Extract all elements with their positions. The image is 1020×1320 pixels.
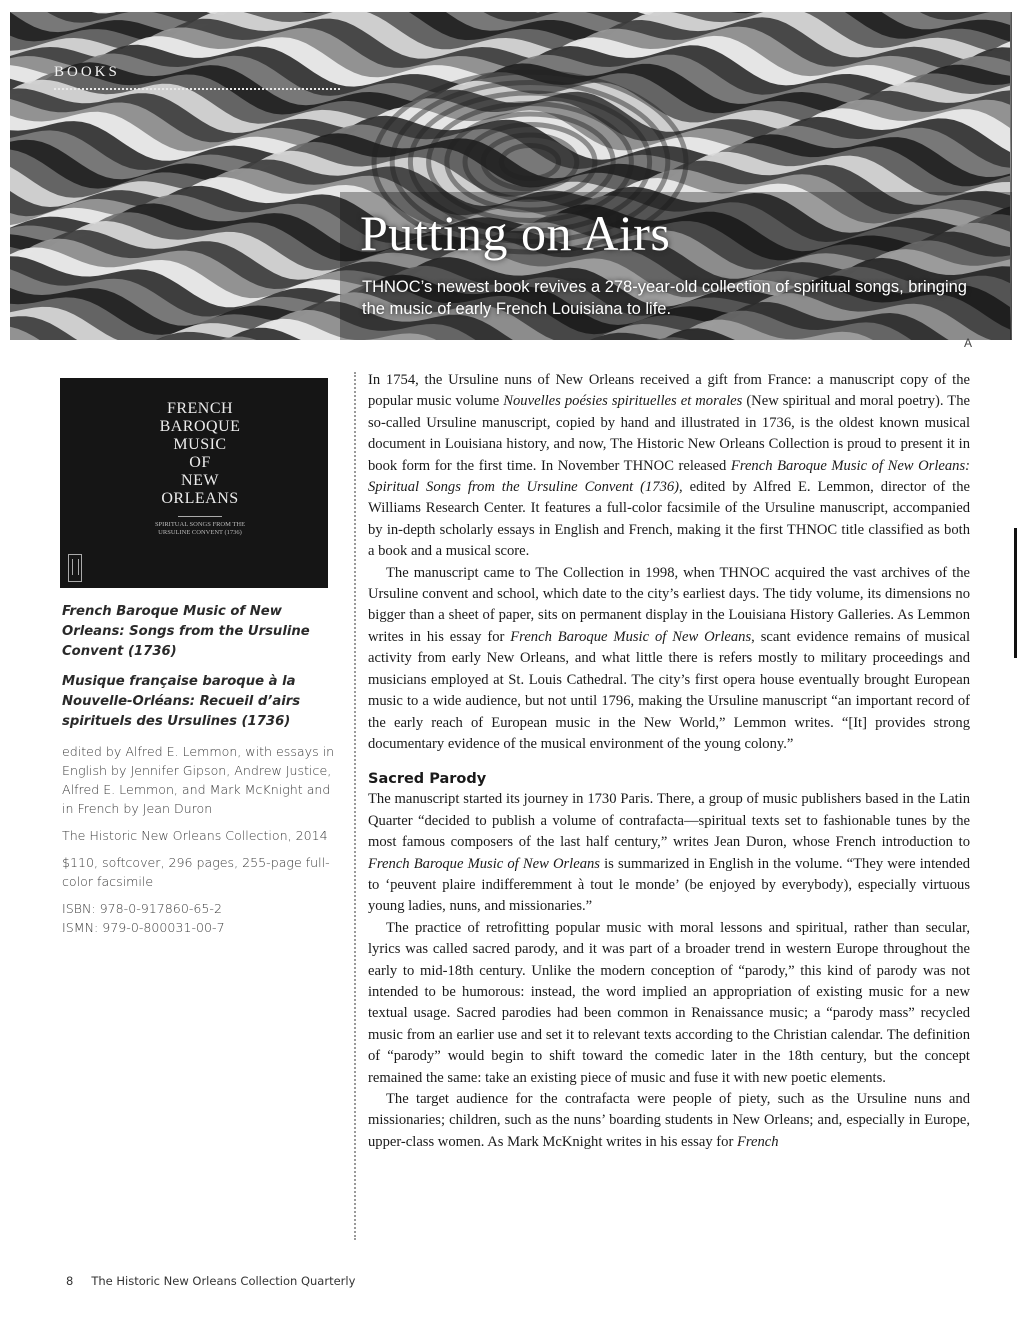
article-paragraph: The practice of retrofitting popular music with moral lessons and spiritual, rather than secular, lyrics was called sacred parody, and it was part of a broader trend in western Europe throughout the early to mid-18th century. Unlike the modern conception of “parody,” this kind of parody was not intended to be humorous: instead, the word implied an appropriation of existing music for a new textual usage. Sacred parodies had been common in Renaissance music; a “parody mass” recycled music from an earlier use and set it to relevant texts according to the Christian calendar. The definition of “parody” would begin to shift toward the comedic later in the 18th century, but the concept remained the same: take an existing piece of music and fuse it with new poetic elements. bbox=[368, 919, 970, 1086]
text-run: , edited by Alfred E. Lemmon, director of the Williams Research Center. It features a full-color facsimile of the Ursuline manuscript, accompanied by in-depth scholarly essays in English and French, making it the first THNOC title classified as both a book and a musical score. bbox=[368, 479, 970, 560]
book-isbn: ISBN: 978-0-917860-65-2 bbox=[62, 901, 222, 916]
section-label: BOOKS bbox=[54, 64, 120, 80]
cover-title-line: MUSIC bbox=[173, 436, 227, 453]
text-run: , scant evidence remains of musical activity from early New Orleans, and what little there is refers mostly to military proceedings and musicians employed at St. Louis Cathedral. The city’s first opera house eventually brought European music to a wide audience, but not until 1796, making the Ursuline manuscript “an important record of the early reach of European music in the New World,” Lemmon writes. “[It] provides strong documentary evidence of the musical environment of the young colony.” bbox=[368, 628, 970, 752]
section-rule bbox=[54, 88, 340, 90]
book-publisher: The Historic New Orleans Collection, 2014 bbox=[62, 828, 328, 843]
header-banner bbox=[10, 12, 1012, 340]
text-run: In 1754, the Ursuline nuns of New Orleans received a gift from France: a manuscript copy of the popular music volume bbox=[368, 372, 970, 410]
text-run: (New spiritual and moral poetry). The so-called Ursuline manuscript, copied by hand and illustrated in 1736, is the oldest known musical document in Louisiana history, and now, The Historic New Orleans Collection is proud to present it in book form for the first time. In November THNOC released bbox=[368, 393, 970, 474]
italic-title: Nouvelles poésies spirituelles et morales bbox=[503, 393, 743, 410]
italic-title: French Baroque Music of New Orleans bbox=[510, 628, 752, 645]
cover-subtitle: SPIRITUAL SONGS FROM THE URSULINE CONVENT (1736) bbox=[154, 521, 246, 536]
cover-title-line: ORLEANS bbox=[161, 490, 239, 507]
page-footer bbox=[66, 1274, 355, 1288]
book-title-english: French Baroque Music of New Orleans: Songs from the Ursuline Convent (1736) bbox=[62, 604, 310, 659]
book-details-sidebar bbox=[62, 602, 342, 945]
article-paragraph bbox=[368, 563, 970, 756]
italic-title: French Baroque Music of New Orleans: Spiritual Songs from the Ursuline Convent (1736) bbox=[368, 457, 970, 496]
cover-title-line: OF bbox=[189, 454, 211, 471]
article-headline: Putting on Airs bbox=[360, 205, 671, 261]
book-credits: edited by Alfred E. Lemmon, with essays in English by Jennifer Gipson, Andrew Justice, Alfred E. Lemmon, and Mark McKnight and in French by Jean Duron bbox=[62, 744, 335, 816]
italic-title: French Baroque Music of New Orleans bbox=[368, 855, 600, 872]
cover-title-line: FRENCH bbox=[166, 400, 234, 417]
book-ismn: ISMN: 979-0-800031-00-7 bbox=[62, 920, 225, 935]
article-paragraph bbox=[368, 789, 970, 917]
page-edge-mark bbox=[1014, 528, 1017, 658]
book-price-format: $110, softcover, 296 pages, 255-page full-color facsimile bbox=[62, 855, 330, 889]
text-run: The target audience for the contrafacta were people of piety, such as the Ursuline nuns and missionaries; children, such as the nuns’ boarding students in New Orleans; and, especially in Europe, upper-class women. As Mark McKnight writes in his essay for bbox=[368, 1091, 970, 1150]
article-paragraph bbox=[368, 1089, 970, 1153]
cover-rule bbox=[178, 516, 222, 517]
article-body bbox=[368, 370, 970, 1153]
cover-title-line: NEW bbox=[181, 472, 219, 489]
cover-title bbox=[100, 400, 300, 508]
publication-name: The Historic New Orleans Collection Quarterly bbox=[91, 1274, 356, 1288]
column-divider bbox=[354, 372, 356, 1240]
photo-credit-letter: A bbox=[964, 336, 973, 350]
italic-title: French bbox=[736, 1133, 779, 1150]
book-cover-image bbox=[60, 378, 328, 588]
article-subhead: THNOC’s newest book revives a 278-year-old collection of spiritual songs, bringing the music of early French Louisiana to life. bbox=[362, 278, 967, 318]
book-title-french: Musique française baroque à la Nouvelle-Orléans: Recueil d’airs spirituels des Ursulines (1736) bbox=[62, 674, 301, 729]
text-run: The manuscript came to The Collection in 1998, when THNOC acquired the vast archives of the Ursuline convent and school, which date to the city’s earliest days. The tidy volume, its dimensions no bigger than a sheet of paper, sits on permanent display in the Louisiana History Galleries. As Lemmon writes in his essay for bbox=[368, 564, 970, 645]
text-run: The manuscript started its journey in 1730 Paris. There, a group of music publishers based in the Latin Quarter “decided to publish a volume of contrafacta—spiritual texts set to fashionable tunes by the most famous composers of the last half century,” writes Jean Duron, whose French introduction to bbox=[368, 791, 970, 851]
article-paragraph bbox=[368, 370, 970, 563]
section-heading: Sacred Parody bbox=[368, 771, 487, 788]
cover-title-line: BAROQUE bbox=[159, 418, 241, 435]
page-number: 8 bbox=[66, 1274, 74, 1288]
text-run: is summarized in English in the volume. “They were intended to ‘peuvent plaire indifferemment à tout le monde’ (be enjoyed by everybody), especially virtuous young ladies, nuns, and missionaries.” bbox=[368, 855, 970, 915]
publisher-logo-icon bbox=[68, 554, 82, 582]
